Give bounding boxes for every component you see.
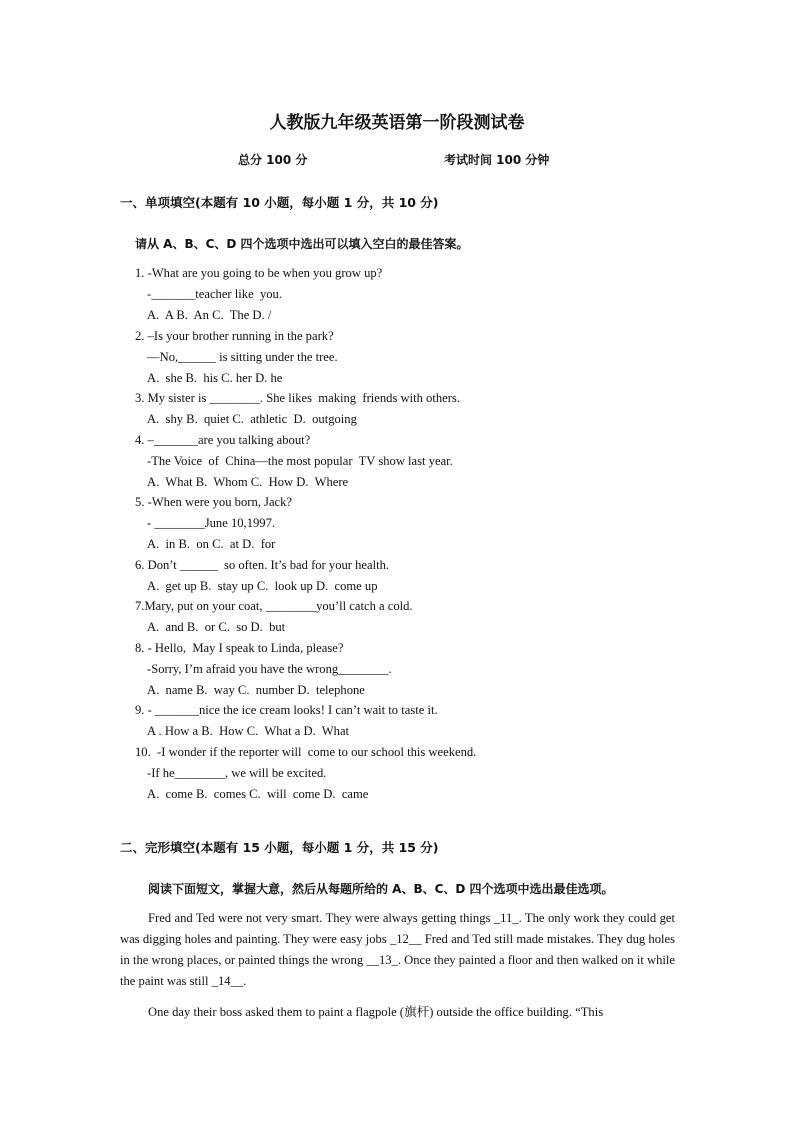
question-line: 2. –Is your brother running in the park? — [135, 329, 334, 343]
question-line: 4. –_______are you talking about? — [135, 433, 311, 447]
question-line: A . How a B. How C. What a D. What — [147, 724, 350, 738]
question-line: -_______teacher like you. — [147, 287, 282, 301]
question-line: A. she B. his C. her D. he — [147, 371, 283, 385]
section1-heading: 一、单项填空(本题有 10 小题，每小题 1 分，共 10 分) — [120, 195, 439, 210]
question-line: 5. -When were you born, Jack? — [135, 495, 293, 509]
passage-paragraph: One day their boss asked them to paint a flagpole (旗杆) outside the office building. “This — [148, 1005, 604, 1019]
question-line: A. get up B. stay up C. look up D. come up — [147, 579, 378, 593]
question-line: 6. Don’t ______ so often. It’s bad for your health. — [135, 558, 390, 572]
question-line: A. and B. or C. so D. but — [147, 620, 286, 634]
question-line: A. A B. An C. The D. / — [147, 308, 272, 322]
question-line: 10. -I wonder if the reporter will come to our school this weekend. — [135, 745, 477, 759]
question-line: 7.Mary, put on your coat, ________you’ll catch a cold. — [135, 599, 413, 613]
section2-heading: 二、完形填空(本题有 15 小题，每小题 1 分，共 15 分) — [120, 840, 439, 855]
section2-instruction: 阅读下面短文，掌握大意，然后从每题所给的 A、B、C、D 四个选项中选出最佳选项。 — [148, 882, 614, 896]
question-line: A. What B. Whom C. How D. Where — [147, 475, 349, 489]
section1-instruction: 请从 A、B、C、D 四个选项中选出可以填入空白的最佳答案。 — [135, 237, 469, 251]
exam-time: 考试时间 100 分钟 — [444, 153, 550, 167]
passage-paragraph: Fred and Ted were not very smart. They were always getting things _11_. The only work they could get was digging holes and painting. They were easy jobs _12__ Fred and Ted still made mistakes. They dug holes in the wrong places, or painted things the wrong __13_. Once they painted a floor and then walked on it while the paint was still _14__. — [120, 911, 675, 988]
question-line: A. come B. comes C. will come D. came — [147, 787, 369, 801]
question-line: 1. -What are you going to be when you grow up? — [135, 266, 383, 280]
exam-title: 人教版九年级英语第一阶段测试卷 — [269, 113, 525, 133]
question-line: -The Voice of China—the most popular TV show last year. — [147, 454, 453, 468]
question-line: 3. My sister is ________. She likes making friends with others. — [135, 391, 460, 405]
total-score: 总分 100 分 — [238, 153, 308, 167]
question-line: - ________June 10,1997. — [147, 516, 276, 530]
question-line: -If he________, we will be excited. — [147, 766, 327, 780]
question-line: A. name B. way C. number D. telephone — [147, 683, 365, 697]
question-line: -Sorry, I’m afraid you have the wrong________. — [147, 662, 392, 676]
question-line: A. in B. on C. at D. for — [147, 537, 276, 551]
question-line: 9. - _______nice the ice cream looks! I can’t wait to taste it. — [135, 703, 438, 717]
question-line: A. shy B. quiet C. athletic D. outgoing — [147, 412, 357, 426]
question-line: —No,______ is sitting under the tree. — [147, 350, 338, 364]
question-line: 8. - Hello, May I speak to Linda, please? — [135, 641, 344, 655]
